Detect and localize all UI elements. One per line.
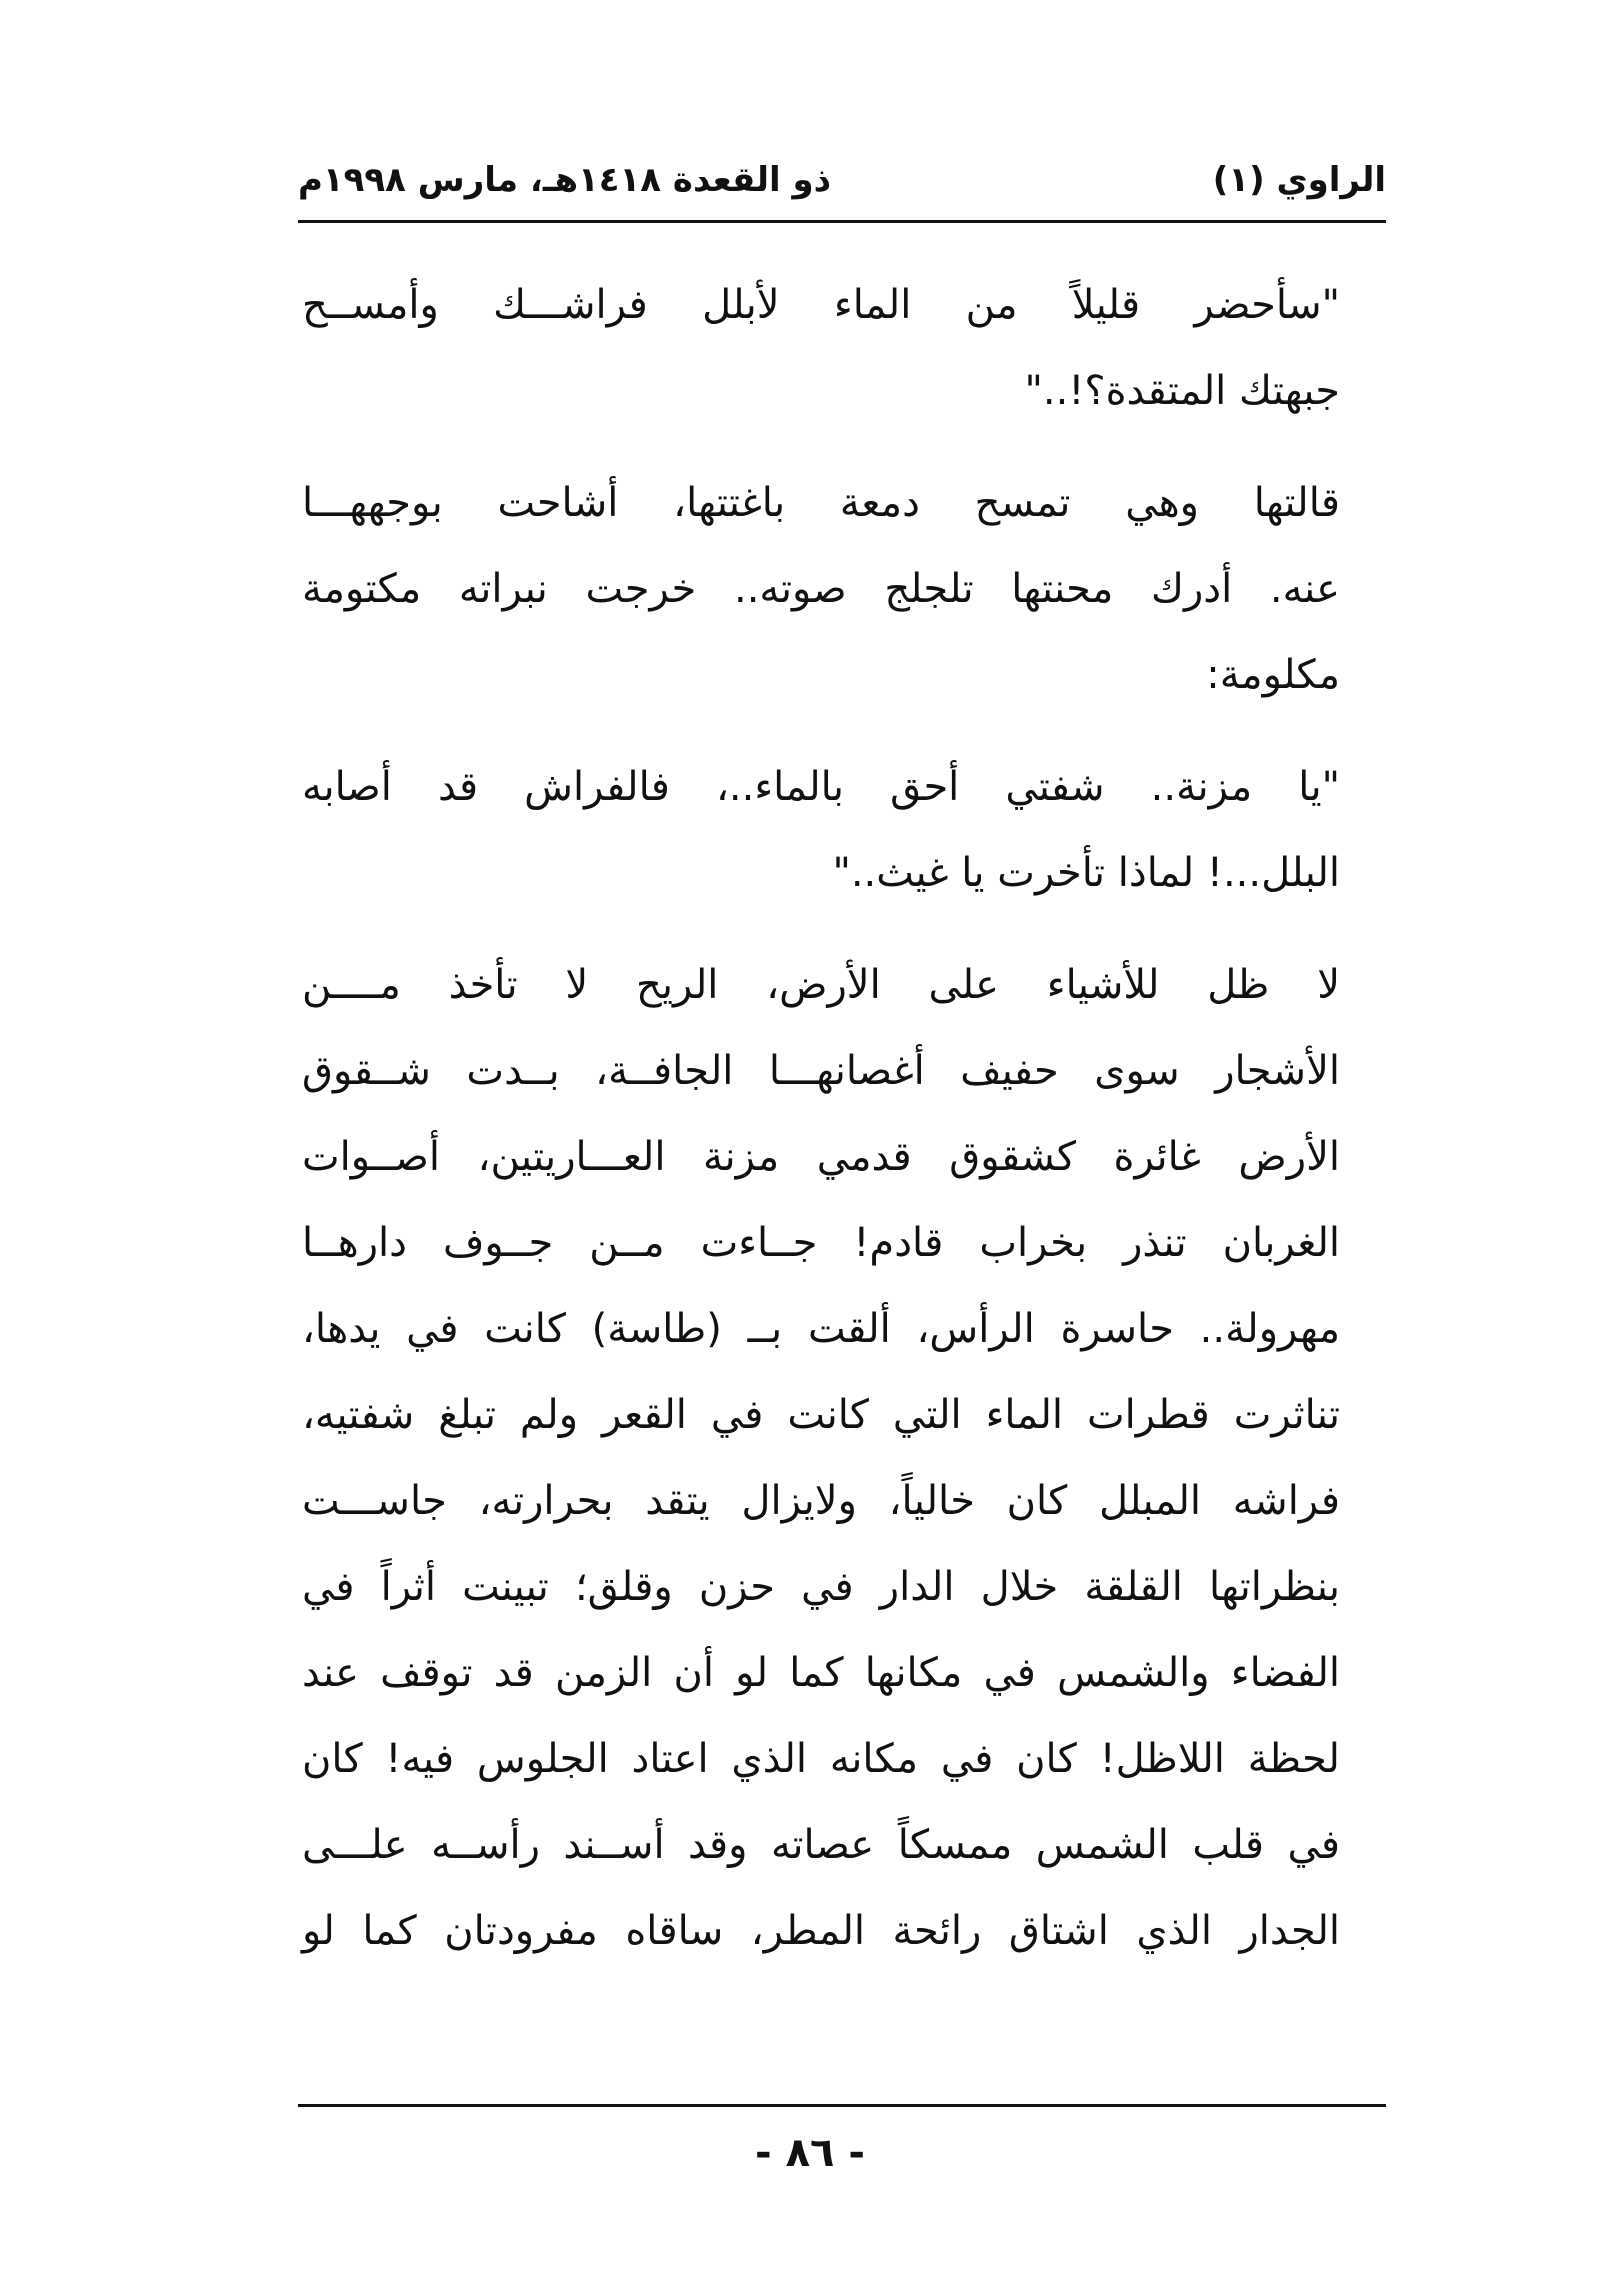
text-line: قالتها وهي تمسح دمعة باغتتها، أشاحت بوجههـــا [302, 480, 1340, 526]
body-text [302, 262, 1380, 2000]
text-line: الأشجار سوى حفيف أغصانهـــا الجافــة، بــدت شــقوق [302, 1048, 1340, 1094]
paragraph [302, 942, 1380, 1974]
text-line: "سأحضر قليلاً من الماء لأبلل فراشـــك وأمســح [302, 282, 1340, 328]
paragraph [302, 262, 1380, 434]
journal-title: الراوي (١) [1212, 160, 1386, 200]
page-number: - ٨٦ - [755, 2130, 865, 2176]
text-line: في قلب الشمس ممسكاً عصاته وقد أســند رأســه علـــى [302, 1822, 1340, 1868]
text-line: تناثرت قطرات الماء التي كانت في القعر ولم تبلغ شفتيه، [302, 1392, 1340, 1438]
text-line: "يا مزنة.. شفتي أحق بالماء..، فالفراش قد أصابه [302, 764, 1340, 810]
text-line: بنظراتها القلقة خلال الدار في حزن وقلق؛ تبينت أثراً في [302, 1564, 1340, 1610]
text-line: فراشه المبلل كان خالياً، ولايزال يتقد بحرارته، جاســـت [302, 1478, 1340, 1524]
text-line: مكلومة: [1206, 652, 1340, 698]
paragraph [302, 460, 1380, 718]
running-header [298, 150, 1386, 210]
text-line: الفضاء والشمس في مكانها كما لو أن الزمن قد توقف عند [302, 1650, 1340, 1696]
issue-date: ذو القعدة ١٤١٨هـ، مارس ١٩٩٨م [298, 160, 832, 200]
text-line: مهرولة.. حاسرة الرأس، ألقت بــ (طاسة) كانت في يدها، [302, 1306, 1340, 1352]
text-line: لحظة اللاظل! كان في مكانه الذي اعتاد الجلوس فيه! كان [302, 1736, 1340, 1782]
text-line: جبهتك المتقدة؟!.." [1024, 368, 1340, 414]
text-line: عنه. أدرك محنتها تلجلج صوته.. خرجت نبراته مكتومة [302, 566, 1340, 612]
text-line: الجدار الذي اشتاق رائحة المطر، ساقاه مفرودتان كما لو [302, 1908, 1340, 1954]
text-line: الأرض غائرة كشقوق قدمي مزنة العـــاريتين، أصــوات [302, 1134, 1340, 1180]
paragraph [302, 744, 1380, 916]
text-line: الغربان تنذر بخراب قادم! جــاءت مــن جــوف دارهــا [302, 1220, 1340, 1266]
text-line: البلل...! لماذا تأخرت يا غيث.." [832, 850, 1340, 896]
text-line: لا ظل للأشياء على الأرض، الريح لا تأخذ مــــن [302, 962, 1340, 1008]
header-divider [298, 220, 1386, 223]
footer-divider [298, 2104, 1386, 2107]
